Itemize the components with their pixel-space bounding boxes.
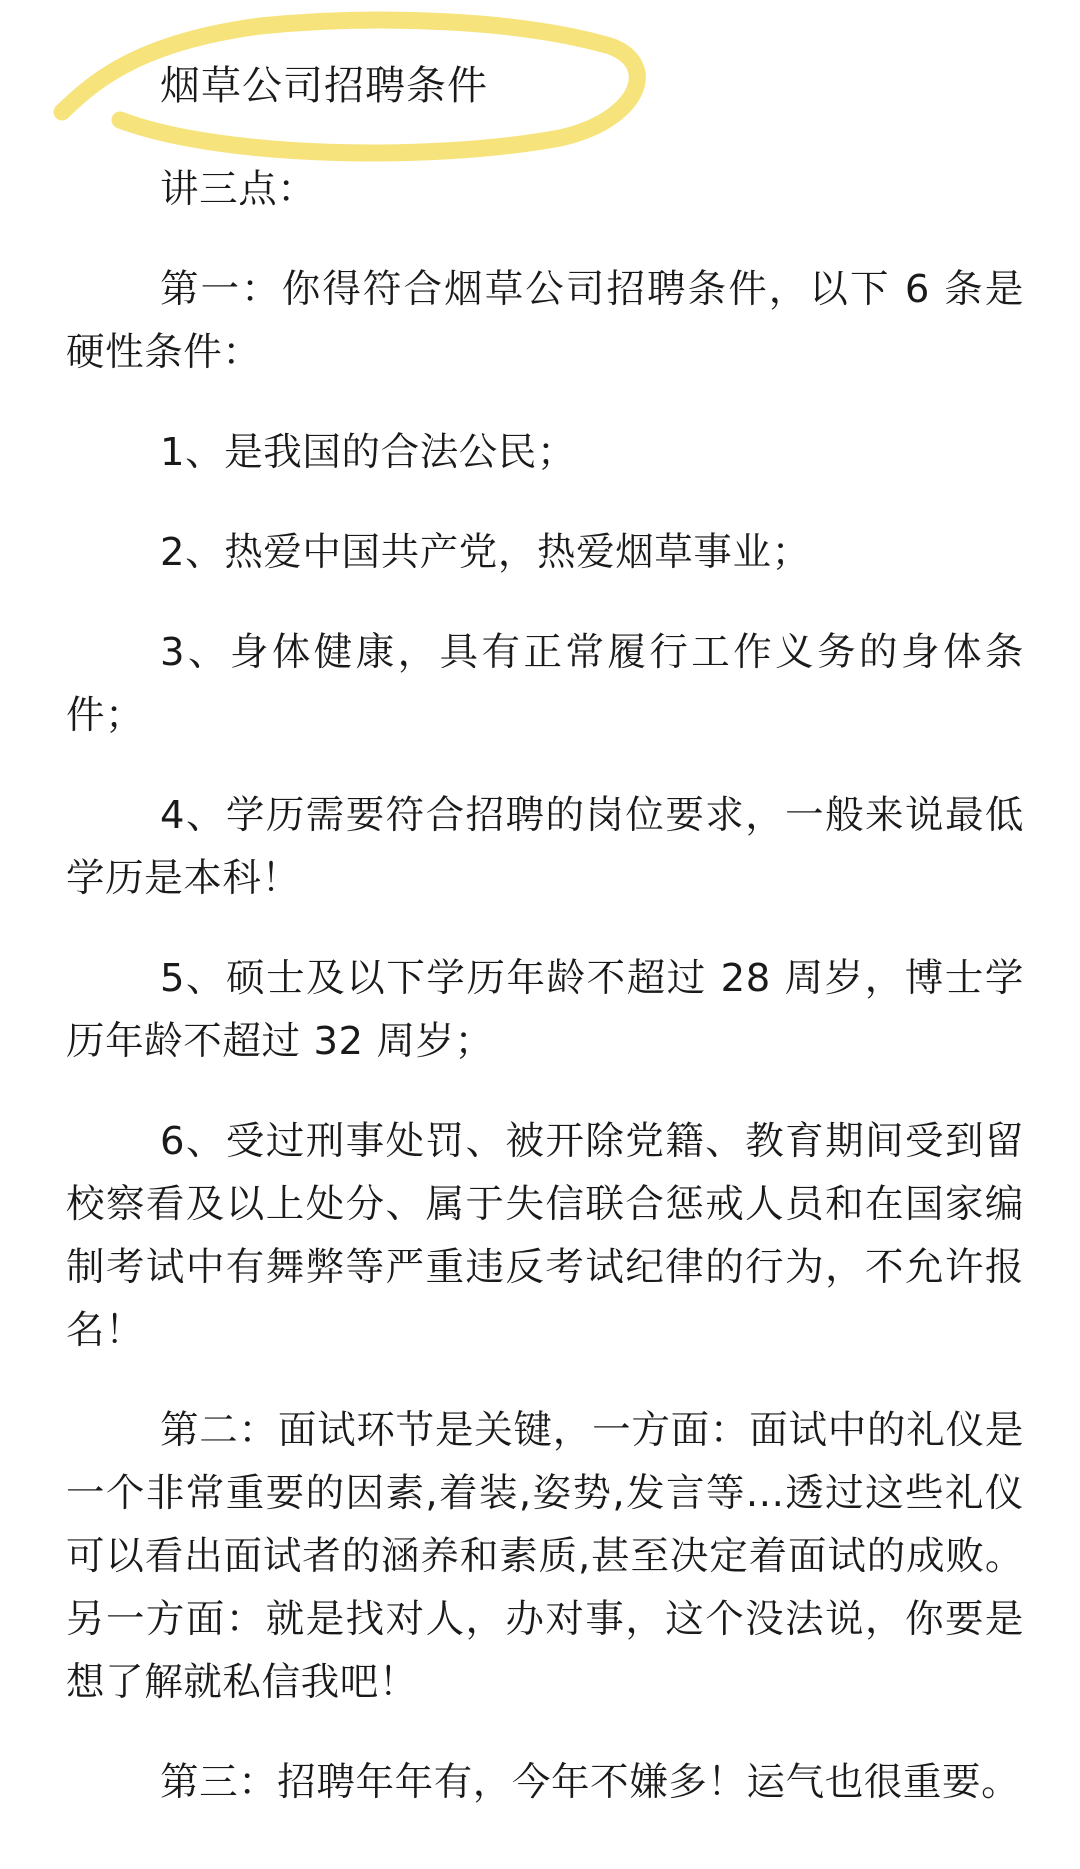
article-body: [66, 158, 1024, 1851]
condition-item-6: 6、受过刑事处罚、被开除党籍、教育期间受到留校察看及以上处分、属于失信联合惩戒人员和在国家编制考试中有舞弊等严重违反考试纪律的行为，不允许报名！: [66, 1119, 1024, 1353]
condition-item-4: 4、学历需要符合招聘的岗位要求，一般来说最低学历是本科！: [66, 793, 1024, 901]
condition-item-1: 1、是我国的合法公民；: [160, 430, 577, 475]
condition-item-3: 3、身体健康，具有正常履行工作义务的身体条件；: [66, 630, 1024, 738]
page-title: 烟草公司招聘条件: [160, 63, 488, 109]
paragraph-point-one: 第一：你得符合烟草公司招聘条件，以下 6 条是硬性条件：: [66, 267, 1024, 375]
paragraph-point-two: 第二：面试环节是关键，一方面：面试中的礼仪是一个非常重要的因素,着装,姿势,发言等...透过这些礼仪可以看出面试者的涵养和素质,甚至决定着面试的成败。另一方面：就是找对人，办对事，这个没法说，你要是想了解就私信我吧！: [66, 1408, 1024, 1705]
paragraph-intro: 讲三点：: [160, 167, 317, 212]
condition-item-5: 5、硕士及以下学历年龄不超过 28 周岁，博士学历年龄不超过 32 周岁；: [66, 956, 1024, 1064]
condition-item-2: 2、热爱中国共产党，热爱烟草事业；: [160, 530, 811, 575]
paragraph-point-three: 第三：招聘年年有，今年不嫌多！运气也很重要。: [160, 1760, 1021, 1805]
